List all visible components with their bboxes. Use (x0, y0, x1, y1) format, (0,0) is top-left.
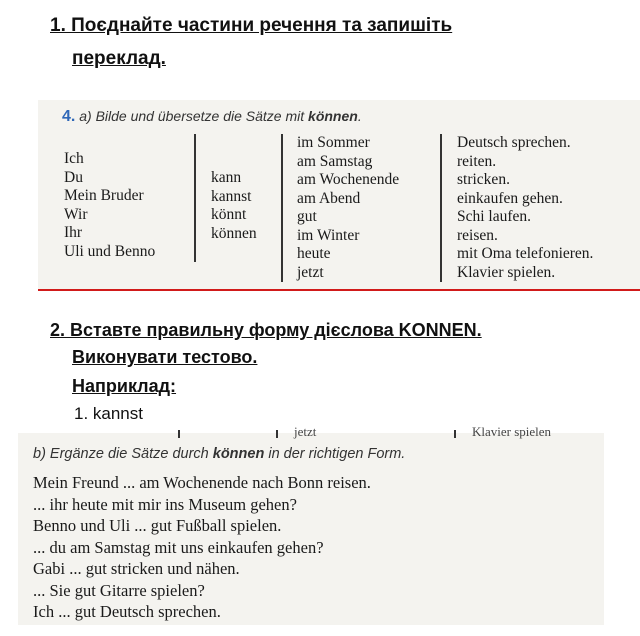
exercise-a-prefix: a) Bilde und übersetze die Sätze mit (75, 108, 309, 124)
section2-heading-cont (72, 344, 257, 370)
subjects-column (64, 150, 155, 261)
sentence-item: ... ihr heute mit mir ins Museum gehen? (33, 494, 297, 514)
verb-form-item: kann (211, 169, 242, 186)
subject-item: Mein Bruder (64, 187, 144, 204)
time-phrase-item: im Winter (297, 226, 360, 244)
section1-heading-line1: 1. Поєднайте частини речення та запишіть (50, 15, 453, 36)
activity-item: stricken. (457, 171, 510, 188)
exercise-b-suffix: in der richtigen Form. (264, 446, 406, 462)
activity-item: einkaufen gehen. (457, 189, 563, 207)
exercise-a-instruction (62, 108, 362, 126)
cutoff-text-left: jetzt (294, 424, 317, 439)
activity-item: reiten. (457, 152, 497, 170)
example-label-text: Наприклад: (72, 376, 177, 396)
activity-item: reisen. (457, 226, 498, 244)
subject-item: Wir (64, 205, 88, 223)
time-phrase-item: gut (297, 208, 317, 225)
time-phrase-item: heute (297, 245, 331, 262)
exercise-a-verb: können (308, 108, 358, 124)
verb-form-item: können (211, 224, 257, 242)
section1-heading (50, 13, 452, 39)
section1-heading-line2: переклад. (72, 48, 166, 69)
time-phrases-column (297, 134, 399, 282)
section2-heading (50, 317, 482, 343)
example-label (72, 373, 176, 399)
cutoff-divider (454, 430, 456, 438)
time-phrase-item: am Abend (297, 189, 361, 207)
sentence-item: ... Sie gut Gitarre spielen? (33, 580, 205, 600)
cutoff-text-right: Klavier spielen (472, 424, 552, 439)
section2-heading-line2: Виконувати тестово. (72, 347, 258, 367)
verb-forms-column (211, 169, 257, 243)
verb-form-item: könnt (211, 206, 247, 223)
activity-item: Klavier spielen. (457, 263, 556, 281)
column-divider (281, 134, 283, 282)
sentence-item: ... du am Samstag mit uns einkaufen gehen? (33, 537, 324, 557)
activities-column (457, 134, 593, 282)
activity-item: mit Oma telefonieren. (457, 245, 594, 262)
time-phrase-item: im Sommer (297, 134, 370, 151)
exercise-a-suffix: . (357, 108, 362, 124)
verb-form-item: kannst (211, 187, 252, 205)
section1-heading-cont (72, 46, 166, 72)
activity-item: Schi laufen. (457, 208, 532, 225)
subject-item: Ihr (64, 224, 83, 241)
column-divider (194, 134, 196, 262)
column-divider (440, 134, 442, 282)
section2-heading-line1: 2. Вставте правильну форму дієслова KONNEN. (50, 320, 482, 340)
exercise-b-instruction (33, 446, 405, 462)
time-phrase-item: jetzt (297, 263, 324, 281)
subject-item: Uli und Benno (64, 242, 156, 260)
exercise-b-prefix: b) Ergänze die Sätze durch (33, 446, 213, 462)
sentence-item: Ich ... gut Deutsch sprechen. (33, 602, 221, 621)
exercise-b-verb: können (212, 446, 265, 462)
activity-item: Deutsch sprechen. (457, 134, 571, 151)
subject-item: Ich (64, 150, 84, 167)
exercise-a-number: 4. (62, 108, 76, 125)
cutoff-divider (178, 430, 180, 438)
cutoff-divider (276, 430, 278, 438)
time-phrase-item: am Wochenende (297, 171, 400, 188)
sentence-item: Mein Freund ... am Wochenende nach Bonn reisen. (33, 473, 371, 492)
subject-item: Du (64, 168, 83, 186)
exercise-b-sentences (33, 472, 371, 623)
sentence-item: Gabi ... gut stricken und nähen. (33, 559, 240, 578)
divider-line (38, 289, 640, 291)
example-answer: 1. kannst (74, 404, 143, 423)
time-phrase-item: am Samstag (297, 152, 373, 170)
sentence-item: Benno und Uli ... gut Fußball spielen. (33, 516, 282, 535)
